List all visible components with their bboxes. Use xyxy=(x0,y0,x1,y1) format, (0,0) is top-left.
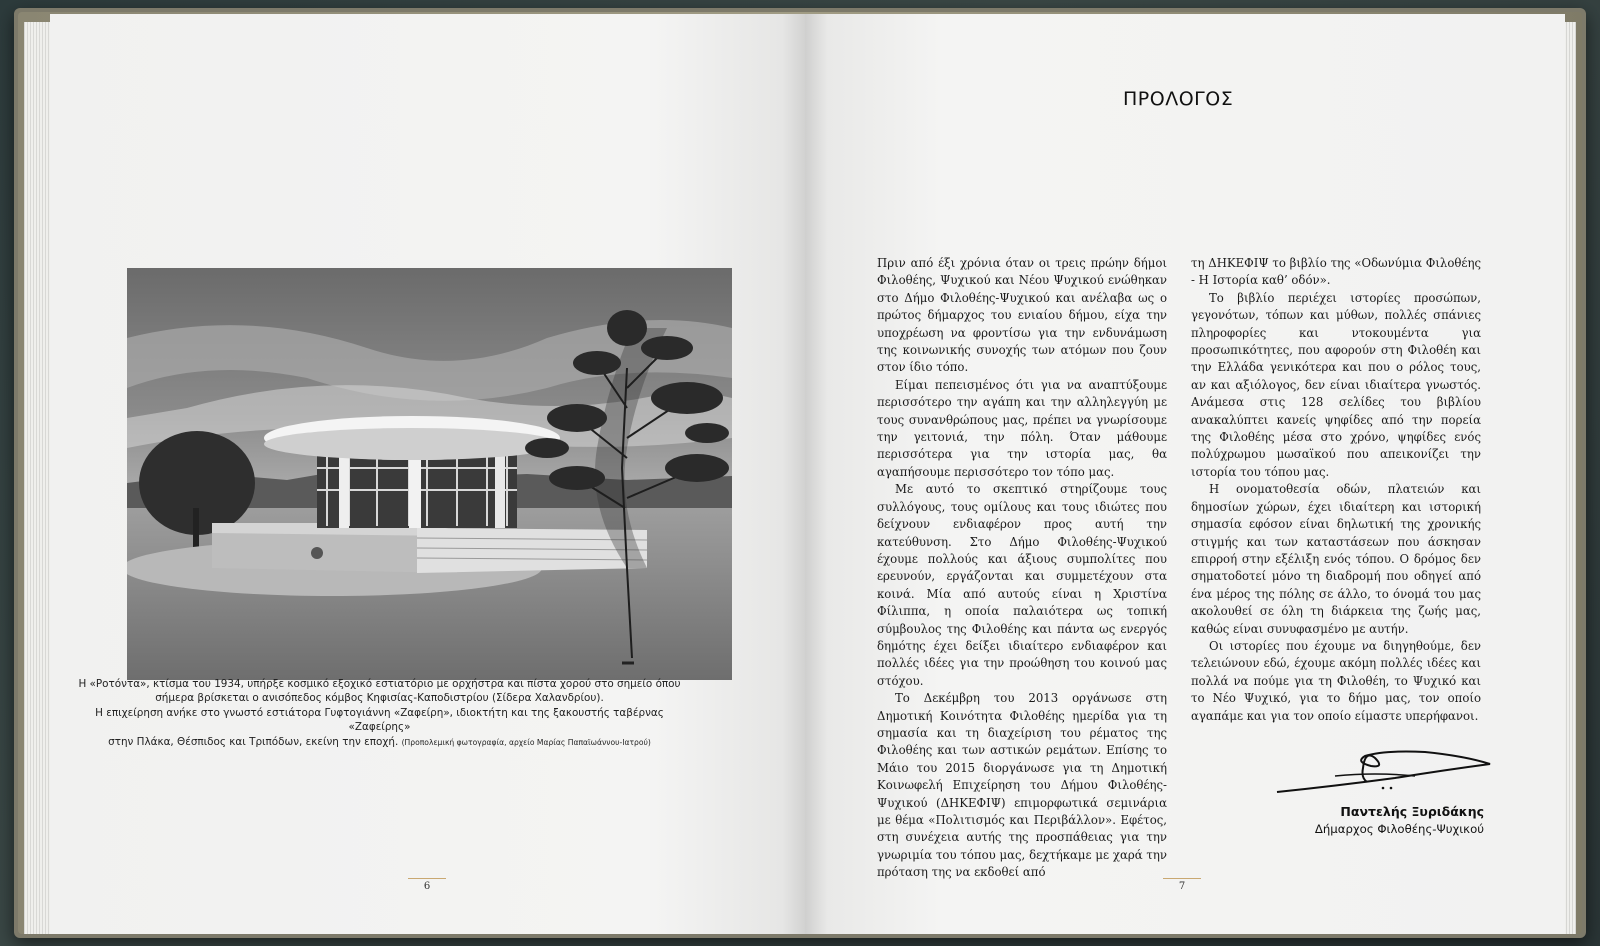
paragraph: Το Δεκέμβρη του 2013 οργάνωσε στη Δημοτική Κοινότητα Φιλοθέης ημερίδα για τη σημασία και τη διαχείριση του ρέματος της Φιλοθέης και των αστικών ρεμάτων. Επίσης το Μάιο του 2015 διοργάνωσε για τη Δημοτική Κοινωφελή Επιχείρηση του Δήμου Φιλοθέης-Ψυχικού (ΔΗΚΕΦΙΨ) επιμορφωτικά σεμινάρια με θέμα «Πολιτισμός και Περιβάλλον». Εφέτος, στη συνέχεια αυτής της προσπάθειας για την γνωριμία του τόπου μας, δεχτήκαμε με χαρά την πρόταση της να εκδοθεί από xyxy=(877,691,1167,880)
signature-image xyxy=(1275,748,1495,800)
paragraph: Η ονοματοθεσία οδών, πλατειών και δημοσίων χώρων, έχει ιδιαίτερη και ιστορική σημασία εφόσον είναι δηλωτική της χρονικής στιγμής και των καταστάσεων που άσκησαν επιρροή στην εξέλιξη ενός τόπου. Ο δρόμος δεν σηματοδοτεί μόνο τη διαδρομή που οδηγεί από ένα μέρος της πόλης σε άλλο, το όνομά του μας ακολουθεί σε όλη τη διάρκεια της ζωής μας, καθώς είναι συνυφασμένο με αυτήν. xyxy=(1191,482,1481,636)
folio-rule-right xyxy=(1163,878,1201,879)
paragraph: τη ΔΗΚΕΦΙΨ το βιβλίο της «Οδωνύμια Φιλοθέης - Η Ιστορία καθ’ οδόν». xyxy=(1191,256,1481,288)
caption-line: στην Πλάκα, Θέσπιδος και Τριπόδων, εκείνη την εποχή. (Προπολεμική φωτογραφία, αρχείο Μαρίας Παπαϊωάννου-Ιατρού) xyxy=(108,735,651,748)
paragraph: Με αυτό το σκεπτικό στηρίζουμε τους συλλόγους, τους ομίλους και τους ιδιώτες που δείχνουν ενδιαφέρον προς αυτή την κατεύθυνση. Στο Δήμο Φιλοθέης-Ψυχικού έχουμε πολλούς και άξιους συμπολίτες που ερευνούν, εργάζονται και συμμετέχουν στα κοινά. Μία από αυτούς είναι η Χριστίνα Φίλιππα, η οποία παλαιότερα ως τοπική σύμβουλος της Φιλοθέης και πάντα ως ενεργός δημότης έχει δείξει ιδιαίτερο ενδιαφέρον και πολλές ιδέες για την προώθηση του κοινού μας στόχου. xyxy=(877,482,1167,688)
paragraph: Οι ιστορίες που έχουμε να διηγηθούμε, δεν τελειώνουν εδώ, έχουμε ακόμη πολλές ιδέες και πολλά να πούμε για τη Φιλοθέη, το Ψυχικό και το Νέο Ψυχικό, για το δήμο μας, τον οποίο αγαπάμε και για τον οποίο είμαστε υπερήφανοι. xyxy=(1191,638,1481,723)
signature-role: Δήμαρχος Φιλοθέης-Ψυχικού xyxy=(1314,822,1484,836)
signature-name: Παντελής Ξυριδάκης xyxy=(1340,804,1484,819)
caption-line: Η «Ροτόντα», κτίσμα του 1934, υπήρξε κοσμικό εξοχικό εστιατόριο με ορχήστρα και πίστα χορού στο σημείο όπου xyxy=(78,678,681,690)
text-column-2 xyxy=(1191,255,1481,725)
caption-line: Η επιχείρηση ανήκε στο γνωστό εστιάτορα Γυφτογιάννη «Ζαφείρη», ιδιοκτήτη και της ξακουστής ταβέρνας «Ζαφείρης» xyxy=(95,706,664,734)
photo-caption xyxy=(77,677,682,750)
photo-credit: (Προπολεμική φωτογραφία, αρχείο Μαρίας Παπαϊωάννου-Ιατρού) xyxy=(401,737,651,747)
page-title: ΠΡΟΛΟΓΟΣ xyxy=(1123,88,1234,110)
text-column-1 xyxy=(877,255,1167,882)
paragraph: Πριν από έξι χρόνια όταν οι τρεις πρώην δήμοι Φιλοθέης, Ψυχικού και Νέου Ψυχικού ενώθηκαν στο Δήμο Φιλοθέης-Ψυχικού και ανέλαβα ως ο πρώτος δήμαρχος του ενιαίου δήμου, είχα την υποχρέωση να φροντίσω για την ενδυνάμωση της κοινωνικής συνοχής των ατόμων που ζουν στον ίδιο τόπο. xyxy=(877,256,1167,375)
folio-rule-left xyxy=(408,878,446,879)
left-page xyxy=(50,14,805,934)
page-number-right: 7 xyxy=(1178,881,1186,892)
paragraph: Είμαι πεπεισμένος ότι για να αναπτύξουμε περισσότερο την αγάπη και την αλληλεγγύη με τους συνανθρώπους μας, πρέπει να γνωρίσουμε την γειτονιά, την πόλη. Όταν μάθουμε περισσότερα για την ιστορία μας, θα αγαπήσουμε περισσότερο τον τόπο μας. xyxy=(877,377,1167,479)
page-number-left: 6 xyxy=(423,881,431,892)
rotonda-photo xyxy=(127,268,732,680)
caption-line: σήμερα βρίσκεται ο ανισόπεδος κόμβος Κηφισίας-Καποδιστρίου (Σίδερα Χαλανδρίου). xyxy=(155,692,604,705)
paragraph: Το βιβλίο περιέχει ιστορίες προσώπων, γεγονότων, τόπων και μύθων, πολλές σπάνιες πληροφορίες και ντοκουμέντα για προσωπικότητες, που αφορούν στη Φιλοθέη και την Ελλάδα γενικότερα και που ο ρόλος τους, αν και αξιόλογος, δεν είναι ιδιαίτερα γνωστός. Ανάμεσα στις 128 σελίδες του βιβλίου ανακαλύπτει κανείς ψηφίδες από την πορεία της Φιλοθέης μέσα στο χρόνο, ψηφίδες ενός πολύχρωμου μωσαϊκού που απεικονίζει την ιστορία του τόπου μας. xyxy=(1191,290,1481,479)
